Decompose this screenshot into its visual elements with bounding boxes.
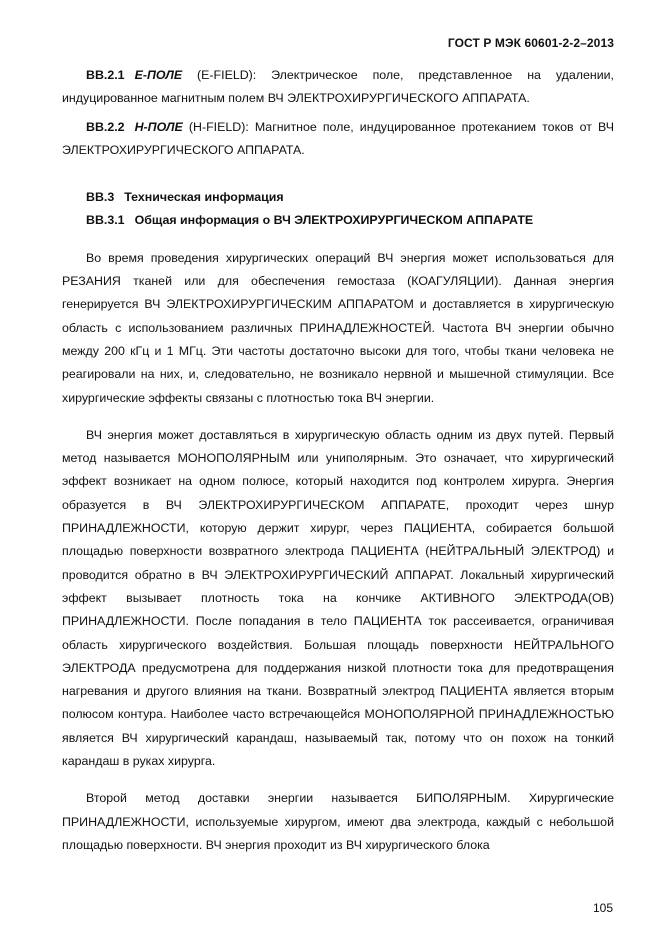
definition-number: BB.2.1 bbox=[86, 68, 125, 82]
definition-text: (E-FIELD): Электрическое поле, представленное на удалении, индуцированное магнитным полем ВЧ ЭЛЕКТРОХИРУРГИЧЕСКОГО АППАРАТА. bbox=[62, 68, 614, 106]
document-header: ГОСТ Р МЭК 60601-2-2–2013 bbox=[447, 36, 614, 50]
definition-number: BB.2.2 bbox=[86, 119, 125, 134]
subsection-title: Общая информация о ВЧ ЭЛЕКТРОХИРУРГИЧЕСКОМ АППАРАТЕ bbox=[134, 213, 534, 228]
section-title: Техническая информация bbox=[124, 190, 284, 205]
subsection-number: BB.3.1 bbox=[86, 213, 125, 228]
definition-term: E-ПОЛЕ bbox=[134, 68, 183, 82]
body-paragraph: Второй метод доставки энергии называется БИПОЛЯРНЫМ. Хирургические ПРИНАДЛЕЖНОСТИ, используемые хирургом, имеют два электрода, каждый с небольшой площадью поверхности. ВЧ энергия проходит из ВЧ хирургического блока bbox=[62, 791, 614, 852]
page-number: 105 bbox=[592, 901, 613, 915]
definition-term: H-ПОЛЕ bbox=[134, 119, 183, 134]
body-paragraph: ВЧ энергия может доставляться в хирургическую область одним из двух путей. Первый метод называется МОНОПОЛЯРНЫМ или униполярным. Это означает, что хирургический эффект возникает на одном полюсе, который находится под контролем хирурга. Энергия образуется в ВЧ ЭЛЕКТРОХИРУРГИЧЕСКОМ АППАРАТЕ, проходит через шнур ПРИНАДЛЕЖНОСТИ, которую держит хирург, через ПАЦИЕНТА, собирается большой площадью поверхности возвратного электрода ПАЦИЕНТА (НЕЙТРАЛЬНЫЙ ЭЛЕКТРОД) и проводится обратно в ВЧ ЭЛЕКТРОХИРУРГИЧЕСКИЙ АППАРАТ. Локальный хирургический эффект вызывает плотность тока на кончике АКТИВНОГО ЭЛЕКТРОДА(ОВ) ПРИНАДЛЕЖНОСТИ. После попадания в тело ПАЦИЕНТА ток рассеивается, ограничивая область хирургического воздействия. Большая площадь поверхности НЕЙТРАЛЬНОГО ЭЛЕКТРОДА предусмотрена для поддержания низкой плотности тока для предотвращения нагревания и другого влияния на ткани. Возвратный электрод ПАЦИЕНТА является вторым полюсом контура. Наиболее часто встречающейся МОНОПОЛЯРНОЙ ПРИНАДЛЕЖНОСТЬЮ является ВЧ хирургический карандаш, называемый так, потому что он похож на тонкий карандаш в руках хирурга. bbox=[62, 427, 614, 769]
definition-bb-2-1 bbox=[62, 64, 614, 111]
body-paragraph: Во время проведения хирургических операций ВЧ энергия может использоваться для РЕЗАНИЯ тканей или для обеспечения гемостаза (КОАГУЛЯЦИИ). Данная энергия генерируется ВЧ ЭЛЕКТРОХИРУРГИЧЕСКИМ АППАРАТОМ и доставляется в хирургическую область с использованием различных ПРИНАДЛЕЖНОСТЕЙ. Частота ВЧ энергии обычно между 200 кГц и 1 МГц. Эти частоты достаточно высоки для того, чтобы ткани человека не реагировали на них, и, следовательно, не возникало нервной и мышечной стимуляции. Все хирургические эффекты связаны с плотностью тока ВЧ энергии. bbox=[62, 250, 614, 405]
subsection-heading bbox=[62, 209, 614, 232]
section-heading bbox=[62, 186, 614, 209]
definition-bb-2-2 bbox=[62, 116, 614, 163]
section-number: BB.3 bbox=[86, 190, 115, 205]
document-body bbox=[62, 64, 614, 857]
definition-text: (H-FIELD): Магнитное поле, индуцированное протеканием токов от ВЧ ЭЛЕКТРОХИРУРГИЧЕСКОГО АППАРАТА. bbox=[62, 119, 614, 157]
